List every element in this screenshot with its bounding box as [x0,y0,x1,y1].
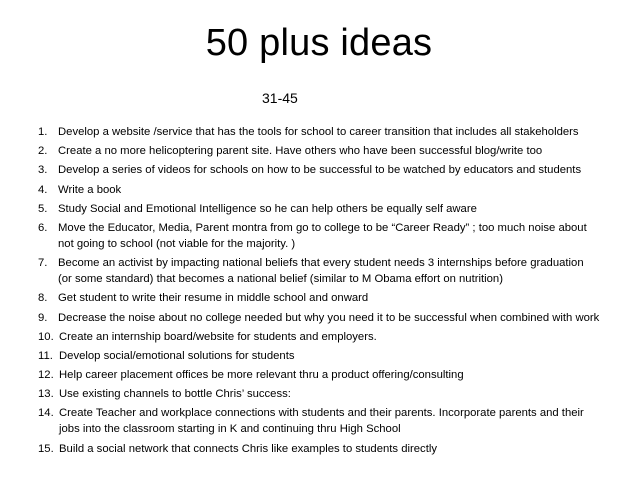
list-item [38,143,600,159]
list-item-number: 8. [38,292,48,305]
list-item-text: Get student to write their resume in middle school and onward [58,292,369,305]
ideas-list [38,124,600,460]
list-item-text: Help career placement offices be more relevant thru a product offering/consulting [59,369,464,382]
list-item-number: 14. [38,407,54,420]
list-item-text: Become an activist by impacting national beliefs that every student needs 3 internships before graduation (or some standard) that becomes a national belief (similar to M Obama effort on nutrition) [58,257,584,286]
list-item [38,441,600,457]
list-item-text: Move the Educator, Media, Parent montra from go to college to be “Career Ready” ; too much noise about not going to school (not viable for the majority. ) [58,221,587,250]
list-item [38,310,600,326]
list-item-text: Develop social/emotional solutions for students [59,349,295,362]
list-item-number: 9. [38,311,48,324]
list-item-text: Create a no more helicoptering parent site. Have others who have been successful blog/write too [58,145,543,158]
list-item-text: Study Social and Emotional Intelligence so he can help others be equally self aware [58,202,477,215]
list-item-number: 12. [38,369,54,382]
list-item-number: 7. [38,257,48,270]
list-item-text: Decrease the noise about no college needed but why you need it to be successful when combined with work [58,311,600,324]
list-item-text: Create Teacher and workplace connections with students and their parents. Incorporate parents and their jobs into the classroom starting in K and continuing thru High School [59,407,584,436]
list-item-number: 1. [38,126,48,138]
list-item-number: 15. [38,442,54,455]
list-item-text: Develop a website /service that has the tools for school to career transition that includes all stakeholders [58,126,579,138]
list-item [38,124,600,140]
list-item-number: 5. [38,202,48,215]
list-item [38,329,600,345]
list-item [38,255,600,287]
list-item [38,348,600,364]
list-item [38,405,600,437]
list-item [38,162,600,178]
list-item-number: 6. [38,221,48,234]
list-item-number: 13. [38,388,54,401]
list-item-text: Develop a series of videos for schools on how to be successful to be watched by educators and students [58,164,582,177]
list-item-number: 3. [38,164,48,177]
list-item-number: 4. [38,183,48,196]
list-item-number: 2. [38,145,48,158]
range-label: 31-45 [262,90,298,106]
list-item-text: Use existing channels to bottle Chris’ success: [59,388,291,401]
list-item-number: 11. [38,349,53,362]
list-item [38,201,600,217]
list-item [38,220,600,252]
list-item-number: 10. [38,330,54,343]
list-item [38,290,600,306]
list-item-text: Create an internship board/website for students and employers. [59,330,377,343]
list-item-text: Build a social network that connects Chris like examples to students directly [59,442,437,455]
slide-title: 50 plus ideas [205,22,433,64]
list-item [38,182,600,198]
list-item [38,367,600,383]
list-item-text: Write a book [58,183,122,196]
list-item [38,386,600,402]
